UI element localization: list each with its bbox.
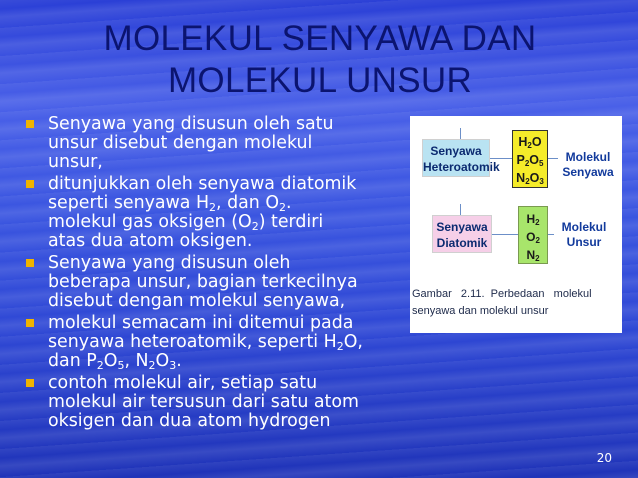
chemical-formula: $H_2O$: [518, 135, 542, 150]
molekul-unsur-label: [554, 220, 614, 250]
bullet-item: [22, 314, 412, 371]
bullet-text: Senyawa yang disusun oleh beberapa unsur, bagian terkecilnya disebut dengan molekul senyawa,: [48, 253, 358, 311]
hetero-label-2: Heteroatomik: [423, 160, 500, 174]
figure-molekul: [410, 116, 622, 333]
bullet-list: [22, 115, 412, 434]
connector-line: [548, 158, 558, 159]
bullet-item: [22, 374, 412, 431]
bullet-square-icon: [26, 120, 34, 128]
bullet-item: [22, 254, 412, 311]
bullet-item: [22, 115, 412, 172]
chemical-formula: $N_2O_3$: [516, 171, 544, 186]
chemical-formula: $N_2$: [526, 248, 540, 263]
bullet-square-icon: [26, 180, 34, 188]
bullet-square-icon: [26, 319, 34, 327]
bullet-text: ditunjukkan oleh senyawa diatomik seperti senyawa $H_2$, dan $O_2$. molekul gas oksigen $(O_2)$ terdiri atas dua atom oksigen.: [48, 174, 357, 251]
chemical-formula: $H_2$: [526, 212, 540, 227]
slide-title-line-1: MOLEKUL SENYAWA DAN: [103, 19, 537, 58]
diatomik-formula-box: [518, 206, 548, 264]
bullet-square-icon: [26, 259, 34, 267]
chemical-formula: $P_2O_5$: [516, 153, 544, 168]
senyawa-heteroatomik-box: [422, 139, 500, 177]
molekul-senyawa-label: [558, 150, 618, 180]
molekul-senyawa-line-2: Senyawa: [562, 165, 614, 179]
senyawa-diatomik-box: [432, 215, 492, 253]
slide-title: [40, 18, 600, 102]
bullet-text: molekul semacam ini ditemui pada senyawa heteroatomik, seperti $H_2O$, dan $P_2O_5$, $N_2O_3$.: [48, 313, 363, 372]
caption-line-2: senyawa dan molekul unsur: [412, 305, 549, 317]
bullet-text: Senyawa yang disusun oleh satu unsur disebut dengan molekul unsur,: [48, 114, 334, 172]
diatomik-label-2: Diatomik: [436, 236, 488, 250]
page-number: 20: [596, 451, 612, 465]
connector-line: [490, 158, 512, 159]
connector-line: [460, 204, 461, 215]
caption-line-1: Gambar 2.11. Perbedaan molekul: [412, 288, 592, 300]
slide-title-line-2: MOLEKUL UNSUR: [167, 61, 473, 100]
molekul-unsur-line-1: Molekul: [561, 220, 607, 234]
bullet-square-icon: [26, 379, 34, 387]
molekul-unsur-line-2: Unsur: [566, 235, 602, 249]
diatomik-label-1: Senyawa: [436, 220, 488, 234]
bullet-text: contoh molekul air, setiap satu molekul air tersusun dari satu atom oksigen dan dua atom hydrogen: [48, 373, 359, 431]
heteroatomik-formula-box: [512, 130, 548, 188]
chemical-formula: $O_2$: [526, 230, 540, 245]
hetero-label-1: Senyawa: [430, 144, 482, 158]
molekul-senyawa-line-1: Molekul: [565, 150, 611, 164]
figure-caption: [410, 286, 624, 320]
connector-line: [492, 234, 518, 235]
bullet-item: [22, 175, 412, 251]
connector-line: [460, 128, 461, 139]
